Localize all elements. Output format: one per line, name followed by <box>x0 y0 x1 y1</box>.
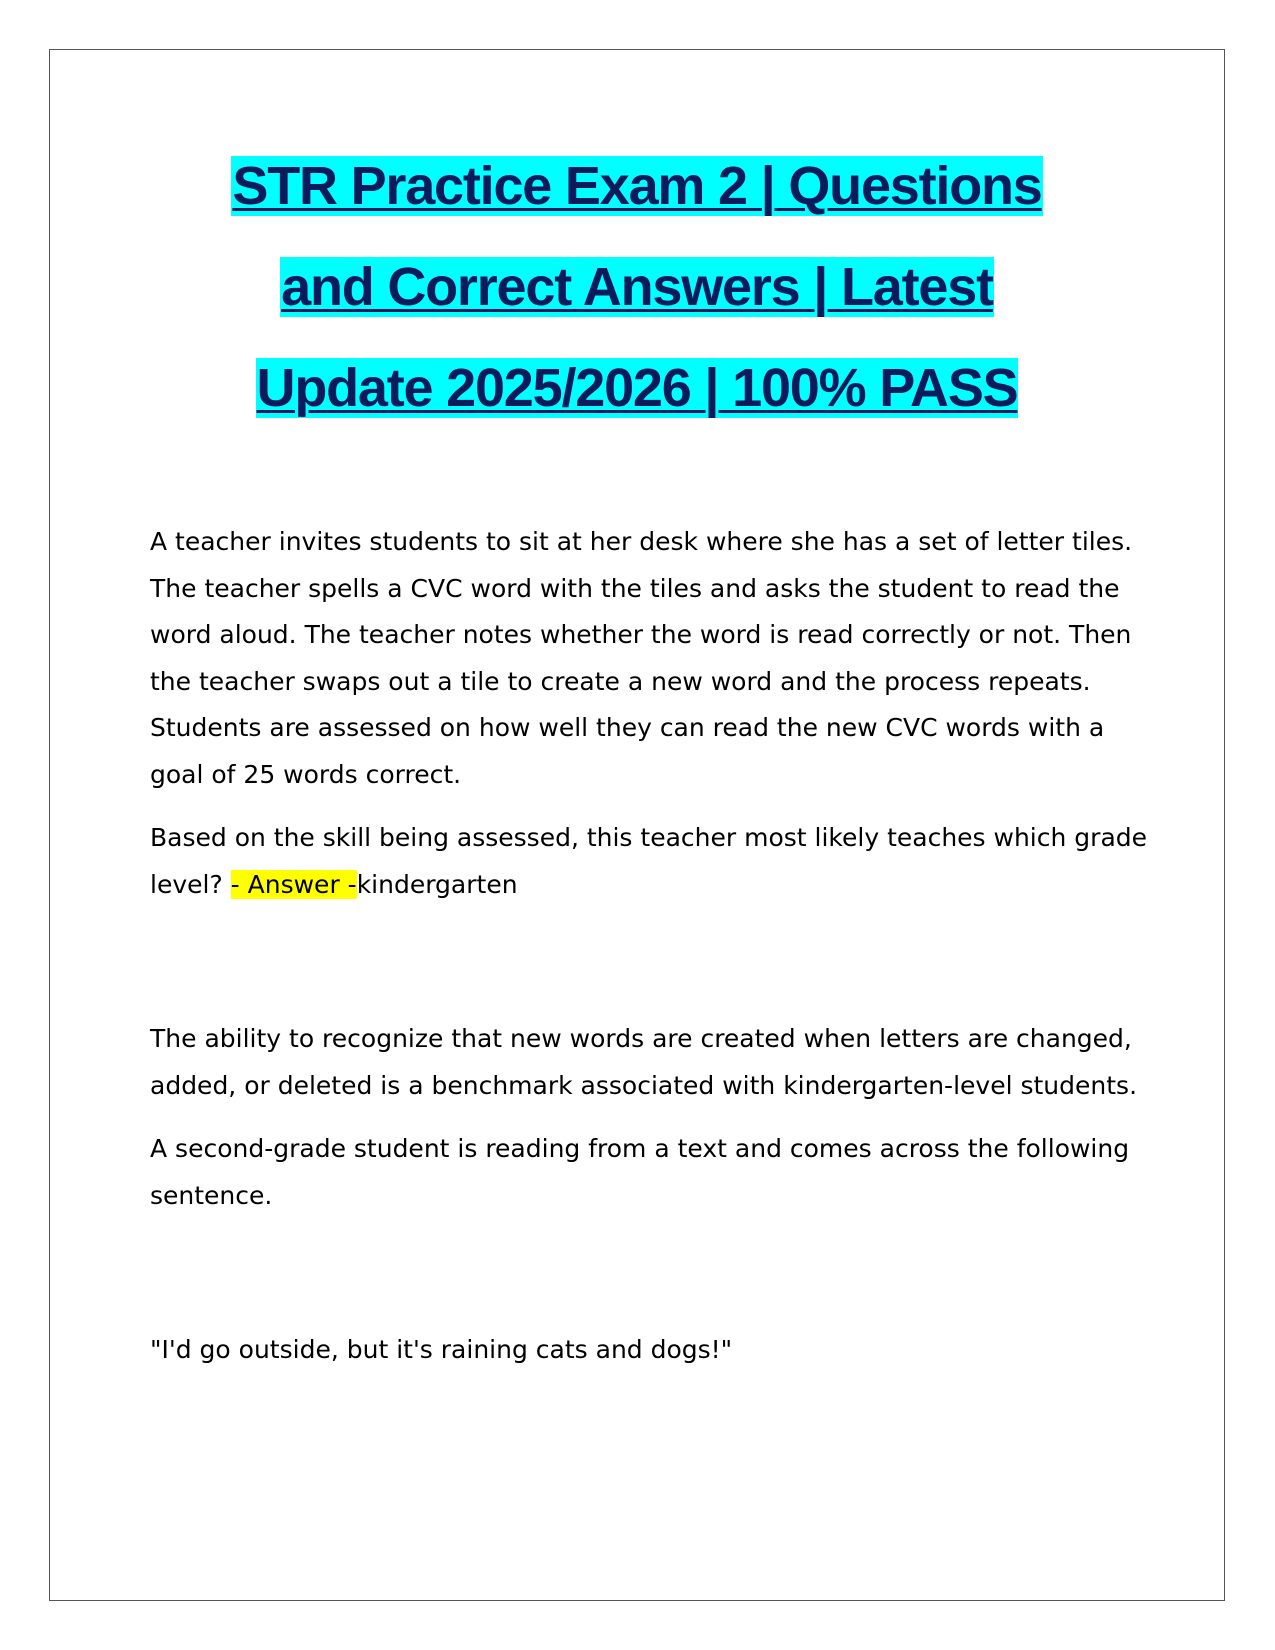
document-body <box>150 519 1150 1374</box>
title-line-2 <box>49 237 1225 338</box>
explanation-paragraph: The ability to recognize that new words are created when letters are changed, added, or deleted is a benchmark associated with kindergarten-level students. <box>150 1024 1138 1100</box>
quoted-sentence: "I'd go outside, but it's raining cats and dogs!" <box>150 1335 733 1364</box>
question-paragraph: A teacher invites students to sit at her desk where she has a set of letter tiles. The teacher spells a CVC word with the tiles and asks the student to read the word aloud. The teacher notes whether the word is read correctly or not. Then the teacher swaps out a tile to create a new word and the process repeats. Students are assessed on how well they can read the new CVC words with a goal of 25 words correct. <box>150 527 1133 789</box>
answer-marker: - Answer - <box>230 869 357 899</box>
title-line-1 <box>49 136 1225 237</box>
question-prompt-text: Based on the skill being assessed, this teacher most likely teaches which grade level? <box>150 823 1148 899</box>
document-title <box>49 136 1225 439</box>
title-line-3-text: Update 2025/2026 | 100% PASS <box>256 358 1018 418</box>
question-prompt-paragraph <box>150 815 1150 908</box>
title-line-1-text: STR Practice Exam 2 | Questions <box>232 156 1042 216</box>
next-question-paragraph: A second-grade student is reading from a text and comes across the following sentence. <box>150 1134 1130 1210</box>
answer-text: kindergarten <box>356 869 518 899</box>
title-line-2-text: and Correct Answers | Latest <box>281 257 993 317</box>
title-line-3 <box>49 338 1225 439</box>
